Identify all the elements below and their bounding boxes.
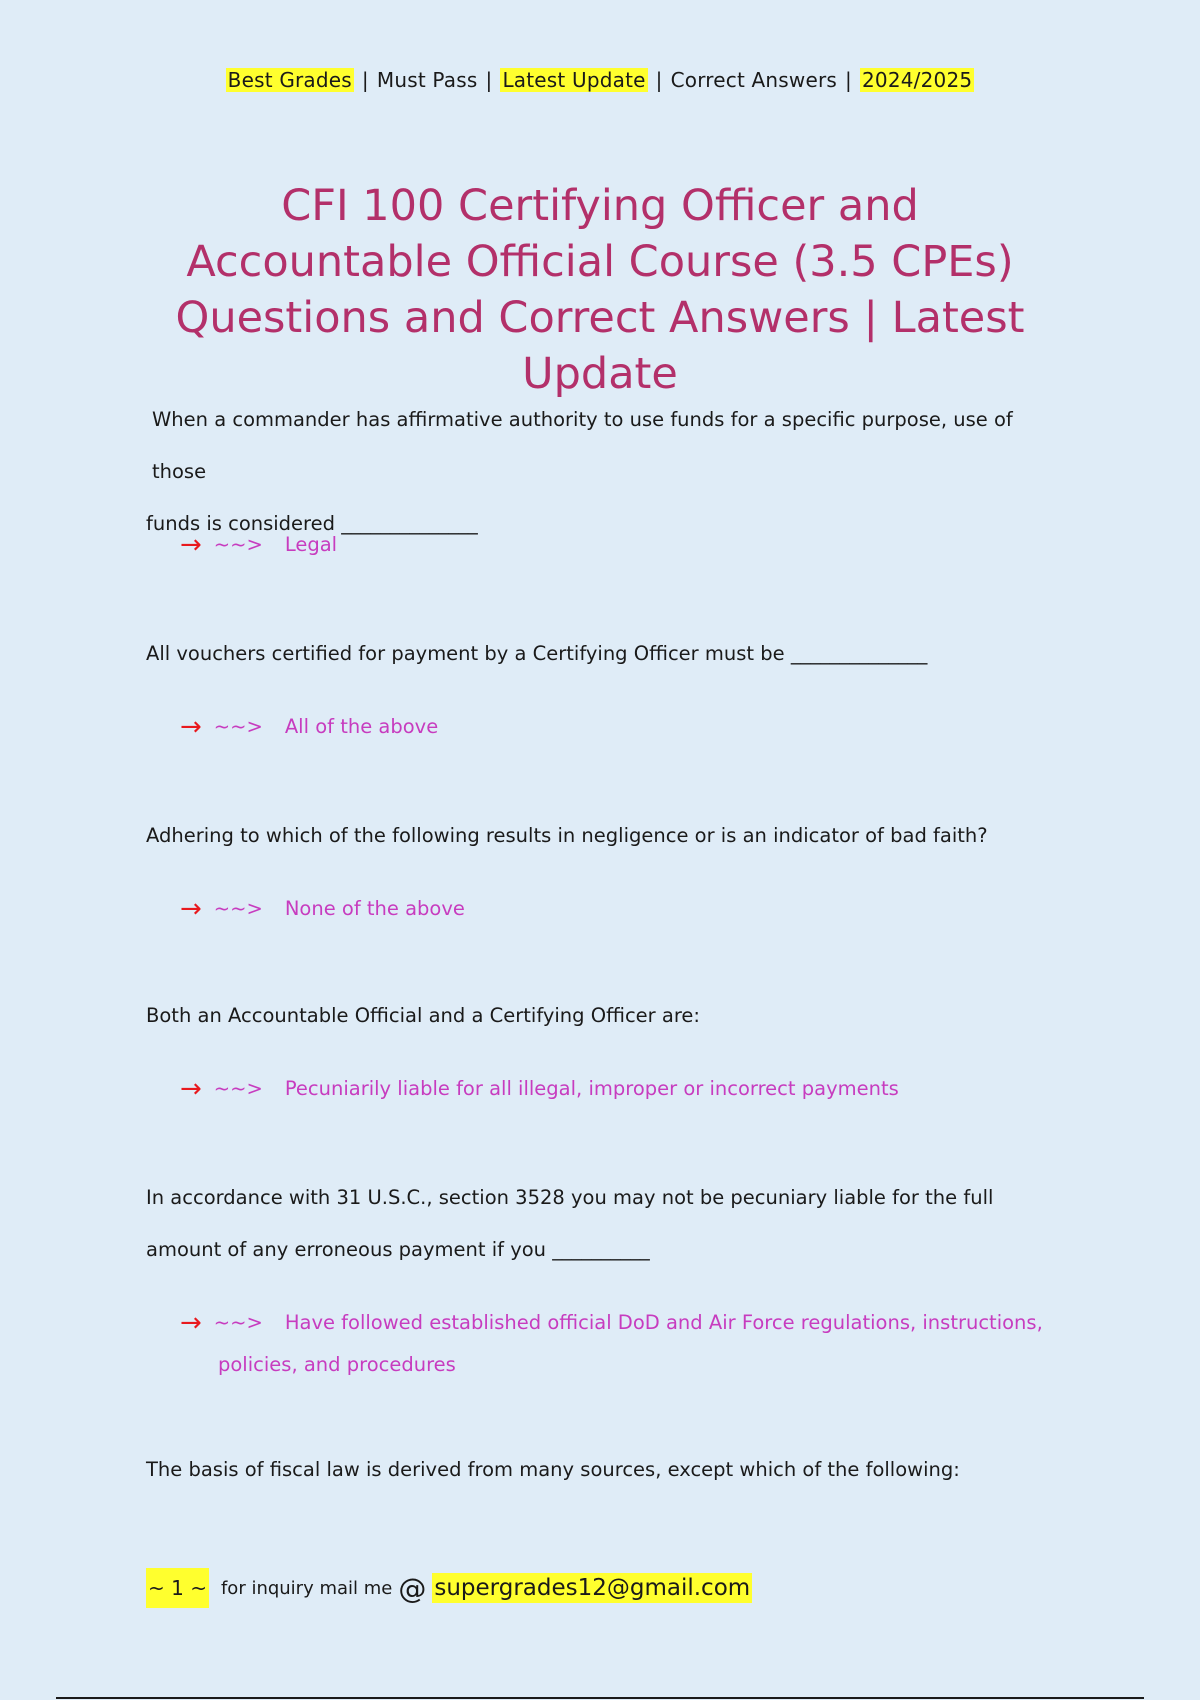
tag-latest-update: Latest Update bbox=[502, 68, 646, 92]
at-symbol: @ bbox=[398, 1571, 427, 1605]
answer-marker: ~~> bbox=[213, 715, 263, 738]
inquiry-text: for inquiry mail me bbox=[220, 1577, 393, 1599]
tag-year: 2024/2025 bbox=[861, 68, 973, 92]
tag-best-grades: Best Grades bbox=[227, 68, 352, 92]
answer-text: policies, and procedures bbox=[218, 1353, 456, 1376]
question-text: funds is considered ______________ bbox=[146, 512, 478, 535]
question-4 bbox=[146, 990, 1066, 1042]
footer-divider bbox=[56, 1697, 1144, 1699]
question-text: amount of any erroneous payment if you __________ bbox=[146, 1238, 650, 1261]
answer-marker: ~~> bbox=[213, 1311, 263, 1334]
separator: | bbox=[361, 68, 369, 92]
contact-email: supergrades12@gmail.com bbox=[434, 1575, 751, 1601]
answer-text: Have followed established official DoD and Air Force regulations, instructions, bbox=[284, 1311, 1043, 1334]
question-2 bbox=[146, 628, 1066, 680]
answer-2 bbox=[180, 706, 1060, 748]
arrow-icon: → bbox=[180, 712, 202, 742]
tag-correct-answers: Correct Answers bbox=[670, 68, 838, 92]
header-tagline bbox=[0, 68, 1200, 92]
answer-marker: ~~> bbox=[213, 1077, 263, 1100]
answer-text: Pecuniarily liable for all illegal, improper or incorrect payments bbox=[284, 1077, 899, 1100]
answer-text: All of the above bbox=[284, 715, 439, 738]
question-text: Both an Accountable Official and a Certifying Officer are: bbox=[146, 1004, 700, 1027]
arrow-icon: → bbox=[180, 894, 202, 924]
answer-text: None of the above bbox=[284, 897, 465, 920]
question-text: Adhering to which of the following results in negligence or is an indicator of bad faith? bbox=[146, 824, 988, 847]
answer-text: Legal bbox=[284, 533, 338, 556]
arrow-icon: → bbox=[180, 530, 202, 560]
question-3 bbox=[146, 810, 1066, 862]
separator: | bbox=[485, 68, 493, 92]
question-text: The basis of fiscal law is derived from many sources, except which of the following: bbox=[146, 1458, 960, 1481]
arrow-icon: → bbox=[180, 1074, 202, 1104]
answer-marker: ~~> bbox=[213, 533, 263, 556]
answer-3 bbox=[180, 888, 1060, 930]
separator: | bbox=[845, 68, 852, 92]
separator: | bbox=[655, 68, 663, 92]
answer-5 bbox=[180, 1302, 1060, 1385]
answer-1 bbox=[180, 524, 1060, 566]
question-text: All vouchers certified for payment by a Certifying Officer must be ______________ bbox=[146, 642, 928, 665]
document-title: CFI 100 Certifying Officer and Accountable Official Course (3.5 CPEs) Questions and Correct Answers | Latest Update bbox=[175, 181, 1025, 399]
question-5 bbox=[146, 1172, 1066, 1276]
page-footer bbox=[146, 1568, 752, 1608]
page-number: ~ 1 ~ bbox=[146, 1568, 209, 1608]
answer-4 bbox=[180, 1068, 1060, 1110]
question-6 bbox=[146, 1444, 1066, 1496]
tag-must-pass: Must Pass bbox=[376, 68, 478, 92]
arrow-icon: → bbox=[180, 1308, 202, 1338]
question-text: In accordance with 31 U.S.C., section 3528 you may not be pecuniary liable for the full bbox=[146, 1186, 994, 1209]
question-text: When a commander has affirmative authority to use funds for a specific purpose, use of those bbox=[152, 408, 1013, 483]
answer-marker: ~~> bbox=[213, 897, 263, 920]
